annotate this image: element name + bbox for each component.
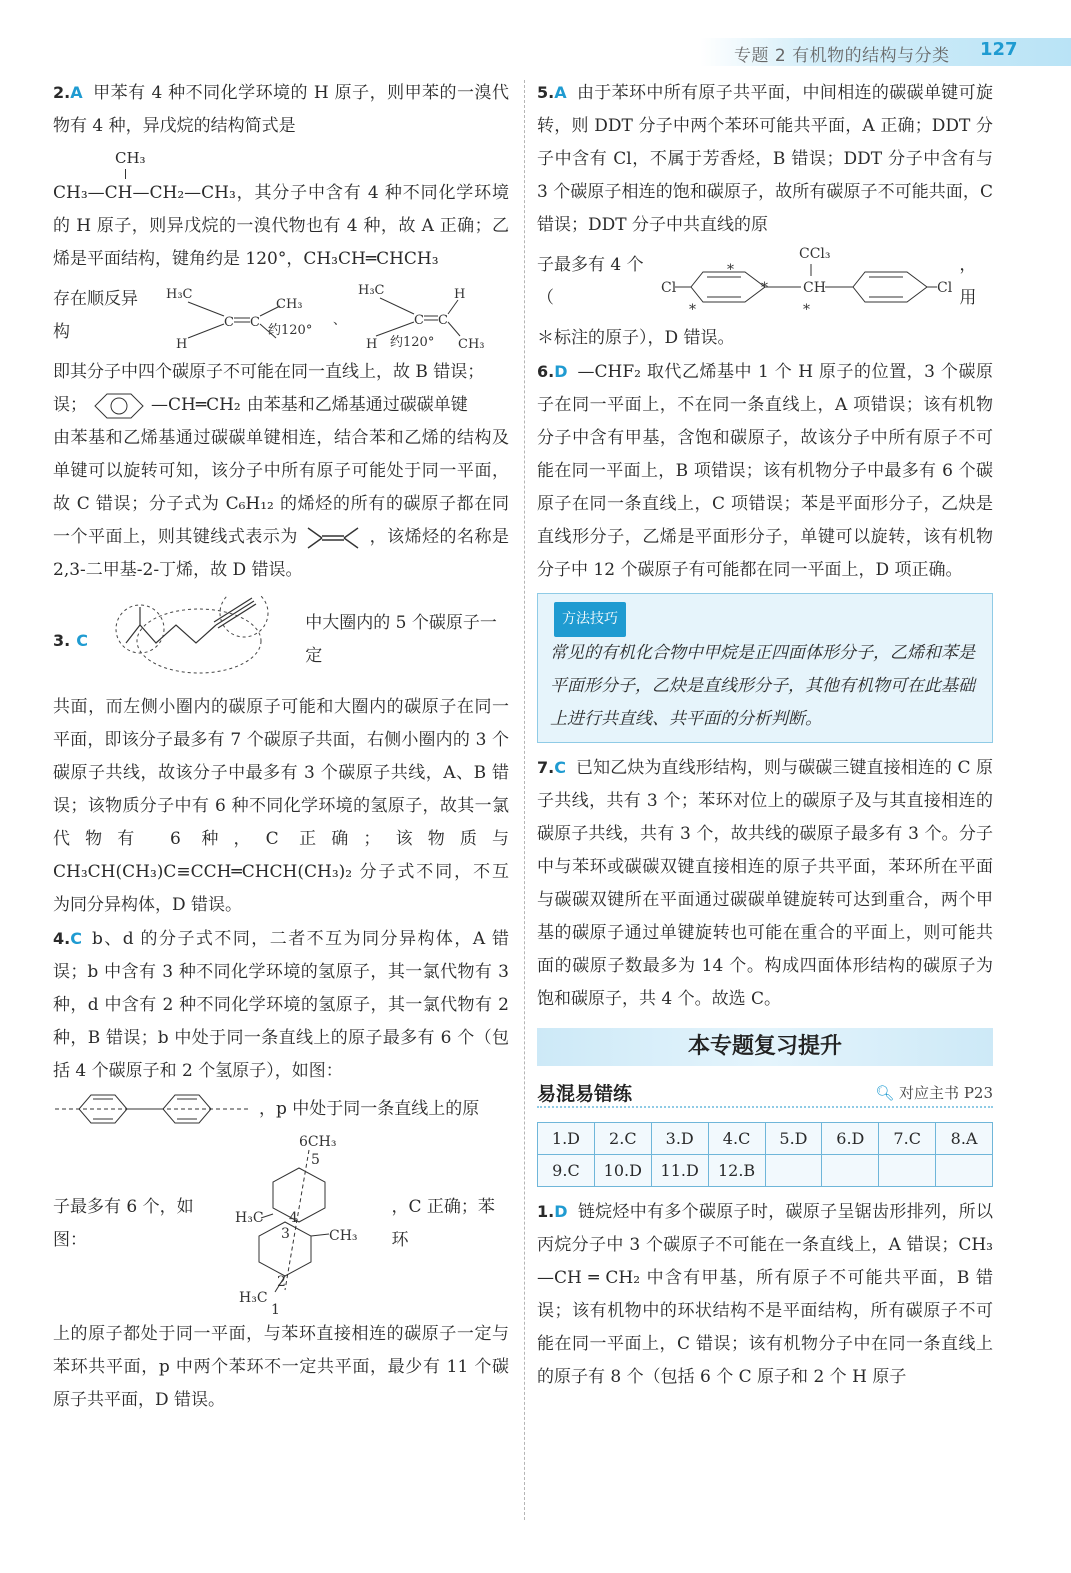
q2-text-2: ，其分子中含有 4 种不同化学环境的 H 原子，则异戊烷的一溴代物也有 4 种，故 A 正确；乙烯是平面结构，键角约是 120°，CH₃CH═CHCH₃ xyxy=(53,183,509,269)
answer-cell: 11.D xyxy=(651,1155,708,1187)
q2-para-2 xyxy=(53,177,509,276)
tip-tag: 方法技巧 xyxy=(554,602,626,637)
cis-trans-separator: 、 xyxy=(333,313,347,328)
tip-text: 常见的有机化合物中甲烷是正四面体形分子，乙烯和苯是平面形分子，乙炔是直线形分子，其他有机物可在此基础上进行共直线、共平面的分析判断。 xyxy=(550,643,975,729)
label-5: 5 xyxy=(311,1152,321,1168)
trans-angle: 约120° xyxy=(268,323,313,338)
label-2: 2 xyxy=(277,1274,287,1290)
q5-answer: A xyxy=(554,83,567,102)
isopentane-ch3-top: CH₃ xyxy=(115,149,146,167)
answer-cell: 8.A xyxy=(936,1123,993,1155)
ddt-star-3: * xyxy=(761,280,769,296)
answer-cell xyxy=(822,1155,879,1187)
ddt-cl-left: Cl xyxy=(661,280,677,296)
q2-para-4: 即其分子中四个碳原子不可能在同一直线上，故 B 错误； xyxy=(53,362,485,382)
magnifier-icon: 🔍︎ xyxy=(875,1083,895,1102)
q5-para-1 xyxy=(537,76,993,242)
q7-text-1: 已知乙炔为直线形结构，则与碳碳三键直接相连的 C 原子共线，共有 3 个；苯环对位上的碳原子及与其直接相连的碳原子共线，共有 3 个，故共线的碳原子最多有 3 个。分子中与苯环或碳碳双键直接相连的原子共平面，苯环所在平面与碳碳双键所在平面通过碳碳单键旋转可达到重合，两个甲基的碳原子通过单键旋转也可能在重合的平面上，则可能共面的碳原子数最多为 14 个。构成四面体形结构的碳原子为饱和碳原子，共 4 个。故选 C。 xyxy=(537,758,993,1009)
review-q1-answer: D xyxy=(554,1202,568,1221)
q5-para-3: ＊标注的原子），D 错误。 xyxy=(537,328,735,348)
ddt-molecule-figure xyxy=(661,242,957,322)
q2-text-5: 由苯基和乙烯基通过碳碳单键相连，结合苯和乙烯的结构及单键可以旋转可知，该分子中所有原子可能处于同一平面，故 C 错误；分子式为 C₆H₁₂ 的烯烃的所有的碳原子都在同一个平面上，则其键线式表示为 xyxy=(53,428,509,547)
q2-number: 2. xyxy=(53,83,71,102)
q4-number: 4. xyxy=(53,929,71,948)
q2-para-5 xyxy=(53,422,509,587)
q7-para xyxy=(537,751,993,1016)
answer-cell xyxy=(936,1155,993,1187)
biphenyl-row xyxy=(53,1088,509,1130)
answer-cell xyxy=(879,1155,936,1187)
review-q1-para xyxy=(537,1195,993,1394)
q6-text-1: —CHF₂ 取代乙烯基中 1 个 H 原子的位置，3 个碳原子在同一平面上，不在同一条直线上，A 项错误；该有机物分子中含有甲基，含饱和碳原子，故该分子中所有原子不可能在同一平面上，B 项错误；该有机物分子中最多有 6 个碳原子在同一条直线上，C 项错误；苯是平面形分子，乙炔是直线形分子，乙烯是平面形分子，单键可以旋转，该有机物分子中 12 个碳原子有可能都在同一平面上，D 项正确。 xyxy=(537,362,993,580)
benzene-ring-icon xyxy=(93,391,145,421)
answer-cell: 2.C xyxy=(594,1123,651,1155)
q4-text-3: 子最多有 6 个，如图： xyxy=(53,1197,194,1250)
label-6ch3: 6CH₃ xyxy=(299,1134,337,1150)
review-subheader xyxy=(537,1078,993,1108)
ddt-star-2: * xyxy=(727,262,735,278)
q6-para xyxy=(537,355,993,587)
tip-body xyxy=(537,593,993,743)
q4-text-3b: ，C 正确；苯环 xyxy=(391,1197,495,1250)
skeletal-alkene-icon xyxy=(304,524,364,552)
ddt-star-1: * xyxy=(689,302,697,318)
method-tip-box xyxy=(537,593,993,743)
q2-text-6: ，该烯烃的名称是 2,3-二甲基-2-丁烯，故 D 错误。 xyxy=(53,527,509,580)
cis-h: H xyxy=(454,287,466,302)
answer-row-1 xyxy=(538,1123,993,1155)
isopentane-bond xyxy=(125,169,126,179)
answer-cell xyxy=(765,1155,822,1187)
cis-ch3: CH₃ xyxy=(458,337,485,352)
q4-text-2: ，p 中处于同一条直线上的原 xyxy=(259,1098,480,1119)
trans-ch3: CH₃ xyxy=(276,297,303,312)
right-column xyxy=(537,76,993,1394)
answer-cell: 12.B xyxy=(708,1155,765,1187)
q4-figure-row xyxy=(53,1130,509,1318)
q3-header-row xyxy=(53,595,509,685)
left-column xyxy=(53,76,509,1417)
trans-c2: C xyxy=(250,315,261,330)
cis-c1: C xyxy=(414,313,425,328)
q3-number: 3. xyxy=(53,630,71,650)
answer-cell: 3.D xyxy=(651,1123,708,1155)
q7-answer: C xyxy=(554,758,566,777)
page-number: 127 xyxy=(980,39,1018,60)
review-sub-name: 易混易错练 xyxy=(537,1082,633,1105)
q3-para: 共面，而左侧小圈内的碳原子可能和大圈内的碳原子在同一平面，即该分子最多有 7 个碳原子共面，右侧小圈内的 3 个碳原子共线，故该分子中最多有 3 个碳原子共线，A、B 错误；该物质分子中有 6 种不同化学环境的氢原子，故其一氯代物有 6 种，C 正确；该物质与 CH₃CH(CH₃)C≡CCH═CHCH(CH₃)₂ 分子式不同，不互为同分异构体，D 错误。 xyxy=(53,697,509,915)
q5-number: 5. xyxy=(537,83,555,102)
ddt-ccl3: CCl₃ xyxy=(799,246,831,262)
trans-h3c: H₃C xyxy=(166,287,193,302)
isopentane-chain: CH₃—CH—CH₂—CH₃ xyxy=(53,183,236,203)
q5-text-2: 子最多有 4 个（ xyxy=(537,255,644,308)
ddt-star-4: * xyxy=(803,302,811,318)
cis-c2: C xyxy=(438,313,449,328)
cis-trans-isomer-figure xyxy=(158,276,509,356)
label-4: 4 xyxy=(289,1210,299,1226)
answer-table xyxy=(537,1122,993,1187)
review-q1-text: 链烷烃中有多个碳原子时，碳原子呈锯齿形排列，所以丙烷分子中 3 个碳原子不可能在一条直线上，A 错误；CH₃—CH ═ CH₂ 中含有甲基，所有原子不可能共平面，B 错误；该有机物中的环状结构不是平面结构，所有碳原子不可能在同一平面上，C 错误；该有机物分子中在同一条直线上的原子有 8 个（包括 6 个 C 原子和 2 个 H 原子 xyxy=(537,1202,993,1387)
answer-cell: 5.D xyxy=(765,1123,822,1155)
biphenyl-line-figure xyxy=(53,1091,253,1127)
ddt-ch: CH xyxy=(803,280,827,296)
q6-number: 6. xyxy=(537,362,555,381)
small-circle-right xyxy=(220,595,268,637)
cis-h3c: H₃C xyxy=(358,283,385,298)
q3-text-1: 中大圈内的 5 个碳原子一定 xyxy=(305,613,497,666)
q2-para-1 xyxy=(53,76,509,143)
label-h3c-left: H₃C xyxy=(235,1210,264,1226)
label-h3c-bottom: H₃C xyxy=(239,1290,268,1306)
answer-cell: 6.D xyxy=(822,1123,879,1155)
answer-cell: 7.C xyxy=(879,1123,936,1155)
q4-p-molecule-figure xyxy=(229,1130,385,1318)
q2-text-3: 存在顺反异构 xyxy=(53,289,138,342)
ddt-row xyxy=(537,242,993,322)
label-ch3-right: CH₃ xyxy=(329,1228,358,1244)
chapter-title: 专题 2 有机物的结构与分类 xyxy=(734,46,950,66)
q7-number: 7. xyxy=(537,758,555,777)
q6-answer: D xyxy=(554,362,568,381)
q2-text-1: 甲苯有 4 种不同化学环境的 H 原子，则甲苯的一溴代物有 4 种，异戊烷的结构简式是 xyxy=(53,83,509,136)
column-divider xyxy=(524,80,525,1520)
label-1: 1 xyxy=(271,1302,281,1318)
q4-para-4: 上的原子都处于同一平面，与苯环直接相连的碳原子一定与苯环共平面，p 中两个苯环不一定共平面，最少有 11 个碳原子共平面，D 错误。 xyxy=(53,1324,509,1410)
q3-answer: C xyxy=(76,630,88,650)
q4-answer: C xyxy=(70,929,82,948)
q4-para-1 xyxy=(53,922,509,1088)
q2-answer: A xyxy=(70,83,83,102)
trans-h: H xyxy=(176,337,188,352)
answer-cell: 4.C xyxy=(708,1123,765,1155)
answer-cell: 10.D xyxy=(594,1155,651,1187)
q3-molecule-figure xyxy=(104,595,299,685)
answer-row-2 xyxy=(538,1155,993,1187)
ddt-cl-right: Cl xyxy=(937,280,953,296)
review-ref-text: 对应主书 P23 xyxy=(899,1083,993,1102)
cis-trans-row xyxy=(53,276,509,356)
review-section-title: 本专题复习提升 xyxy=(537,1028,993,1066)
trans-c1: C xyxy=(224,315,235,330)
styrene-text: 由苯基和乙烯基通过碳碳单键 xyxy=(246,395,468,415)
styrene-row xyxy=(53,389,509,422)
styrene-prefix: 误； xyxy=(53,395,87,415)
answer-cell: 9.C xyxy=(538,1155,595,1187)
review-q1-number: 1. xyxy=(537,1202,555,1221)
answer-cell: 1.D xyxy=(538,1123,595,1155)
label-3: 3 xyxy=(281,1226,291,1242)
cis-angle: 约120° xyxy=(390,335,435,350)
cis-h-bottom: H xyxy=(366,337,378,352)
q4-text-1: b、d 的分子式不同，二者不互为同分异构体，A 错误；b 中含有 3 种不同化学环境的氢原子，其一氯代物有 3 种，d 中含有 2 种不同化学环境的氢原子，其一氯代物有 2 种，B 错误；b 中处于同一条直线上的原子最多有 6 个（包括 4 个碳原子和 2 个氢原子），如图： xyxy=(53,929,509,1081)
isopentane-structure xyxy=(53,143,509,177)
q5-text-2b: ，用 xyxy=(959,255,977,308)
styrene-vinyl: —CH═CH₂ xyxy=(151,395,241,415)
q5-text-1: 由于苯环中所有原子共平面，中间相连的碳碳单键可旋转，则 DDT 分子中两个苯环可能共平面，A 正确；DDT 分子中含有 Cl，不属于芳香烃，B 错误；DDT 分子中含有与 3 个碳原子相连的饱和碳原子，故所有碳原子不可能共面，C 错误；DDT 分子中共直线的原 xyxy=(537,83,993,235)
review-ref xyxy=(875,1082,993,1103)
